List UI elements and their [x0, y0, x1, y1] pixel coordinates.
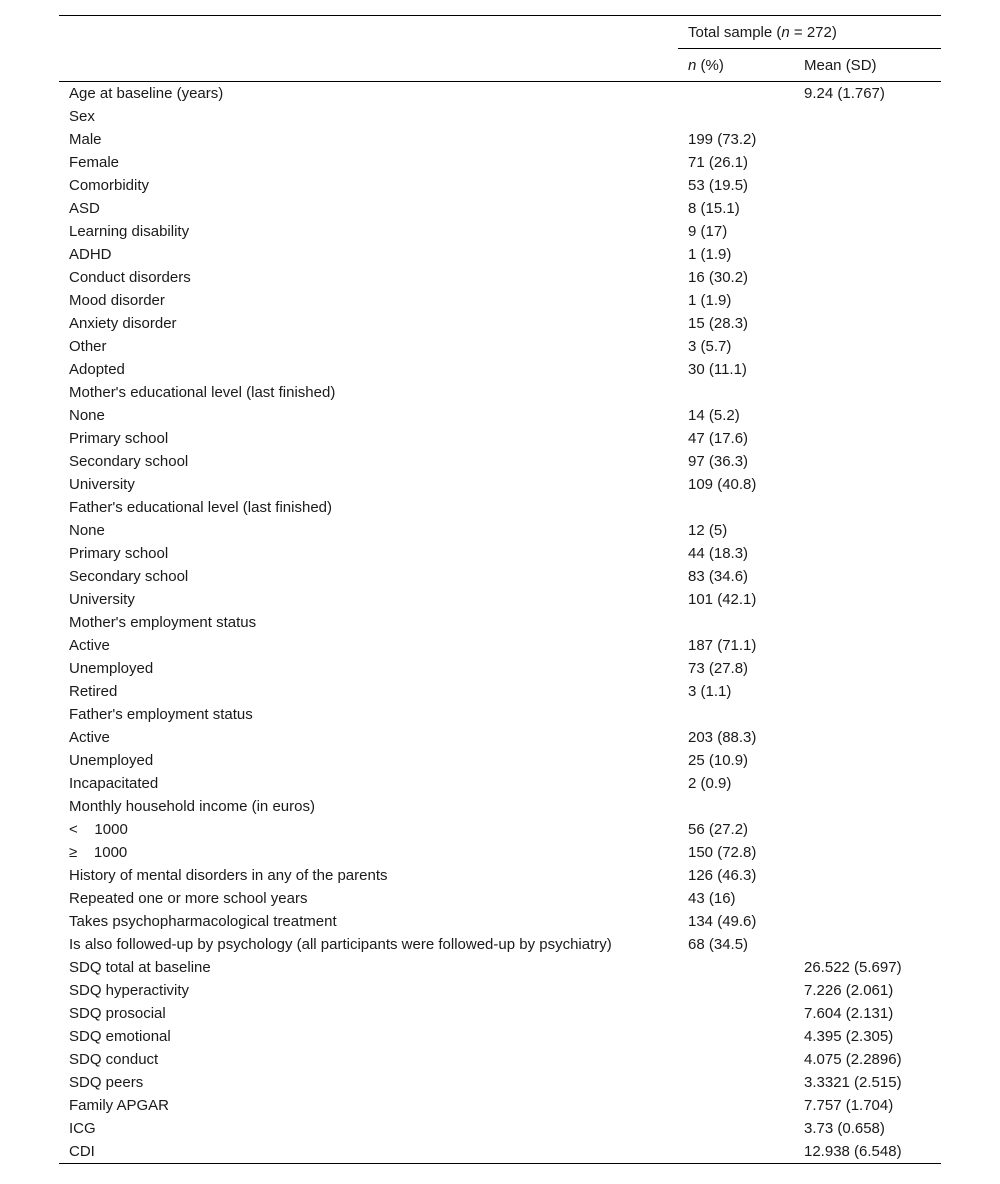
row-mean-sd — [794, 818, 941, 841]
table-row — [59, 404, 941, 427]
row-mean-sd: 7.757 (1.704) — [804, 1097, 894, 1114]
row-label: Repeated one or more school years — [69, 890, 308, 907]
table-row — [59, 358, 941, 381]
table-row — [59, 542, 941, 565]
row-label: SDQ conduct — [69, 1051, 159, 1068]
row-label: Incapacitated — [69, 775, 159, 792]
row-label: SDQ emotional — [69, 1028, 171, 1045]
row-n-percent: 8 (15.1) — [688, 200, 740, 217]
row-label: Unemployed — [69, 660, 154, 677]
row-label: Active — [69, 729, 110, 746]
row-label: None — [69, 407, 105, 424]
row-n-percent: 203 (88.3) — [688, 729, 757, 746]
row-label: Mother's employment status — [69, 614, 257, 631]
table-row — [59, 335, 941, 358]
row-label: Secondary school — [69, 568, 189, 585]
table-row — [59, 128, 941, 151]
table-row — [59, 1140, 941, 1164]
row-label: CDI — [59, 1140, 678, 1164]
row-label: ASD — [69, 200, 100, 217]
row-n-percent: 53 (19.5) — [688, 177, 749, 194]
row-n-percent: 134 (49.6) — [688, 913, 757, 930]
mean-sd-header: Mean (SD) — [794, 49, 941, 82]
row-n-percent: 1 (1.9) — [688, 246, 732, 263]
table-row — [59, 726, 941, 749]
row-label: Secondary school — [69, 453, 189, 470]
table-row — [59, 1048, 941, 1071]
row-label: Father's employment status — [69, 706, 253, 723]
table-row — [59, 519, 941, 542]
row-n-percent: 187 (71.1) — [688, 637, 757, 654]
row-mean-sd — [794, 703, 941, 726]
row-n-percent — [678, 1048, 794, 1071]
row-mean-sd — [794, 611, 941, 634]
table-row — [59, 174, 941, 197]
row-n-percent: 101 (42.1) — [688, 591, 757, 608]
table-row — [59, 151, 941, 174]
row-n-percent — [678, 1094, 794, 1117]
row-n-percent — [678, 795, 794, 818]
row-n-percent: 43 (16) — [688, 890, 736, 907]
row-label: SDQ prosocial — [69, 1005, 166, 1022]
table-row — [59, 312, 941, 335]
row-n-percent — [678, 105, 794, 128]
table-row — [59, 772, 941, 795]
table-row — [59, 565, 941, 588]
row-mean-sd — [794, 657, 941, 680]
row-label: Other — [69, 338, 107, 355]
table-row — [59, 680, 941, 703]
row-mean-sd: 3.73 (0.658) — [804, 1120, 885, 1137]
row-mean-sd — [794, 220, 941, 243]
row-mean-sd: 3.3321 (2.515) — [804, 1074, 902, 1091]
row-n-percent: 109 (40.8) — [688, 476, 757, 493]
row-mean-sd — [794, 542, 941, 565]
table-row — [59, 450, 941, 473]
table-row — [59, 588, 941, 611]
row-label: SDQ peers — [69, 1074, 144, 1091]
table-row — [59, 1071, 941, 1094]
table-row — [59, 220, 941, 243]
row-n-percent: 9 (17) — [688, 223, 728, 240]
table-row — [59, 1117, 941, 1140]
row-mean-sd — [794, 634, 941, 657]
table-row — [59, 910, 941, 933]
row-label: Family APGAR — [69, 1097, 170, 1114]
row-label: Father's educational level (last finished) — [69, 499, 332, 516]
row-n-percent — [678, 956, 794, 979]
table-row — [59, 1025, 941, 1048]
row-mean-sd — [794, 473, 941, 496]
table-row — [59, 1094, 941, 1117]
row-label: ADHD — [69, 246, 112, 263]
row-mean-sd: 9.24 (1.767) — [804, 85, 885, 102]
table-row — [59, 473, 941, 496]
total-sample-header: Total sample (n = 272) — [678, 16, 941, 49]
table-row — [59, 887, 941, 910]
row-mean-sd — [794, 841, 941, 864]
row-mean-sd — [794, 864, 941, 887]
table-row — [59, 979, 941, 1002]
row-n-percent: 12 (5) — [688, 522, 728, 539]
table-header — [59, 16, 941, 82]
table-row — [59, 611, 941, 634]
row-mean-sd — [794, 795, 941, 818]
row-label: Active — [69, 637, 110, 654]
row-mean-sd: 4.395 (2.305) — [804, 1028, 894, 1045]
row-label: University — [69, 591, 135, 608]
row-n-percent: 73 (27.8) — [688, 660, 749, 677]
table-row — [59, 657, 941, 680]
descriptive-statistics-table — [59, 15, 941, 1164]
row-mean-sd — [794, 680, 941, 703]
row-label: Age at baseline (years) — [69, 85, 224, 102]
row-mean-sd — [794, 174, 941, 197]
row-label: SDQ hyperactivity — [69, 982, 190, 999]
table-row — [59, 749, 941, 772]
row-mean-sd — [794, 151, 941, 174]
row-label: Mother's educational level (last finished) — [69, 384, 336, 401]
row-mean-sd — [794, 335, 941, 358]
row-label: Adopted — [69, 361, 125, 378]
row-label: Retired — [69, 683, 118, 700]
row-label: Mood disorder — [69, 292, 165, 309]
row-mean-sd: 7.226 (2.061) — [804, 982, 894, 999]
row-label: Male — [69, 131, 102, 148]
row-mean-sd — [794, 565, 941, 588]
row-label: Learning disability — [69, 223, 190, 240]
row-mean-sd: 12.938 (6.548) — [794, 1140, 941, 1164]
row-n-percent: 56 (27.2) — [688, 821, 749, 838]
row-label: < 1000 — [69, 821, 128, 838]
row-label: Sex — [69, 108, 95, 125]
table-row — [59, 197, 941, 220]
row-mean-sd: 26.522 (5.697) — [804, 959, 902, 976]
table-row — [59, 933, 941, 956]
header-label-cell — [59, 49, 678, 82]
row-label: ICG — [69, 1120, 96, 1137]
row-label: Takes psychopharmacological treatment — [69, 913, 337, 930]
n-percent-header: n (%) — [678, 49, 794, 82]
table-row — [59, 289, 941, 312]
row-n-percent — [678, 82, 794, 106]
row-mean-sd — [794, 772, 941, 795]
table-row — [59, 864, 941, 887]
row-n-percent — [678, 1071, 794, 1094]
row-label: ≥ 1000 — [69, 844, 128, 861]
row-n-percent — [678, 1140, 794, 1164]
table-body — [59, 82, 941, 1164]
header-blank-cell — [59, 16, 678, 49]
row-label: History of mental disorders in any of the parents — [69, 867, 388, 884]
row-label: Is also followed-up by psychology (all participants were followed-up by psychiatry) — [69, 936, 612, 953]
row-mean-sd — [794, 312, 941, 335]
row-n-percent: 3 (1.1) — [688, 683, 732, 700]
row-n-percent: 1 (1.9) — [688, 292, 732, 309]
row-n-percent: 150 (72.8) — [688, 844, 757, 861]
row-n-percent — [678, 1002, 794, 1025]
table-row — [59, 243, 941, 266]
table-row — [59, 795, 941, 818]
row-label: Primary school — [69, 430, 169, 447]
row-mean-sd — [794, 358, 941, 381]
row-mean-sd — [794, 404, 941, 427]
row-mean-sd — [794, 289, 941, 312]
row-mean-sd — [794, 519, 941, 542]
row-n-percent: 3 (5.7) — [688, 338, 732, 355]
table-row — [59, 496, 941, 519]
row-n-percent: 44 (18.3) — [688, 545, 749, 562]
row-label: Comorbidity — [69, 177, 150, 194]
row-mean-sd — [794, 910, 941, 933]
row-mean-sd — [794, 450, 941, 473]
table-row — [59, 956, 941, 979]
row-label: Female — [69, 154, 120, 171]
row-n-percent: 25 (10.9) — [688, 752, 749, 769]
row-mean-sd — [794, 243, 941, 266]
row-label: Unemployed — [69, 752, 154, 769]
row-label: SDQ total at baseline — [69, 959, 211, 976]
row-label: None — [69, 522, 105, 539]
row-mean-sd — [794, 749, 941, 772]
row-mean-sd: 4.075 (2.2896) — [804, 1051, 902, 1068]
row-n-percent — [678, 1117, 794, 1140]
row-n-percent — [678, 1025, 794, 1048]
table-row — [59, 82, 941, 106]
row-n-percent: 97 (36.3) — [688, 453, 749, 470]
row-mean-sd: 7.604 (2.131) — [804, 1005, 894, 1022]
row-n-percent: 71 (26.1) — [688, 154, 749, 171]
row-n-percent: 2 (0.9) — [688, 775, 732, 792]
row-n-percent — [678, 703, 794, 726]
table-row — [59, 841, 941, 864]
row-mean-sd — [794, 197, 941, 220]
row-mean-sd — [794, 726, 941, 749]
row-mean-sd — [794, 933, 941, 956]
table-row — [59, 427, 941, 450]
table-row — [59, 381, 941, 404]
row-n-percent: 199 (73.2) — [688, 131, 757, 148]
row-mean-sd — [794, 588, 941, 611]
table-row — [59, 818, 941, 841]
table-row — [59, 1002, 941, 1025]
row-label: Anxiety disorder — [69, 315, 177, 332]
row-n-percent: 68 (34.5) — [688, 936, 749, 953]
table-row — [59, 634, 941, 657]
row-n-percent — [678, 611, 794, 634]
table-row — [59, 105, 941, 128]
table-row — [59, 703, 941, 726]
table-row — [59, 266, 941, 289]
row-n-percent — [678, 381, 794, 404]
row-mean-sd — [794, 266, 941, 289]
row-n-percent: 30 (11.1) — [688, 361, 747, 378]
row-label: Conduct disorders — [69, 269, 191, 286]
row-mean-sd — [794, 887, 941, 910]
row-mean-sd — [794, 427, 941, 450]
row-mean-sd — [794, 105, 941, 128]
row-n-percent: 14 (5.2) — [688, 407, 740, 424]
row-mean-sd — [794, 381, 941, 404]
row-n-percent: 83 (34.6) — [688, 568, 749, 585]
row-n-percent — [678, 979, 794, 1002]
row-mean-sd — [794, 496, 941, 519]
row-n-percent — [678, 496, 794, 519]
row-n-percent: 126 (46.3) — [688, 867, 757, 884]
row-n-percent: 16 (30.2) — [688, 269, 749, 286]
row-mean-sd — [794, 128, 941, 151]
row-n-percent: 15 (28.3) — [688, 315, 749, 332]
row-n-percent: 47 (17.6) — [688, 430, 749, 447]
row-label: Primary school — [69, 545, 169, 562]
row-label: University — [69, 476, 135, 493]
row-label: Monthly household income (in euros) — [69, 798, 315, 815]
